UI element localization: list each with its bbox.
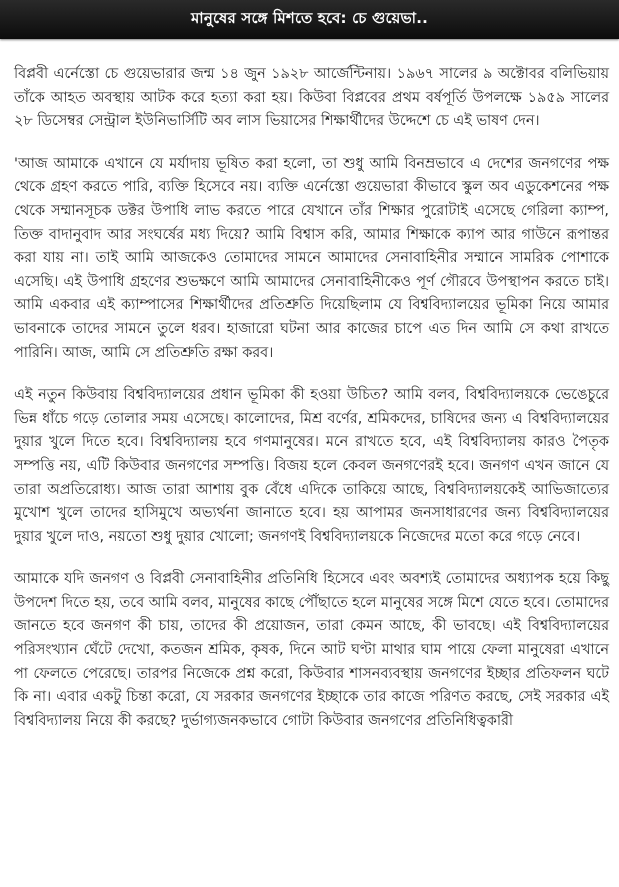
article-paragraph-intro: বিপ্লবী এর্নেস্তো চে গুয়েভারার জন্ম ১৪ জুন ১৯২৮ আর্জেন্টিনায়। ১৯৬৭ সালের ৯ অক্টোবর বলিভিয়ায় তাঁকে আহত অবস্থায় আটক করে হত্যা করা হয়। কিউবা বিপ্লবের প্রথম বর্ষপূর্তি উপলক্ষে ১৯৫৯ সালের ২৮ ডিসেম্বর সেন্ট্রাল ইউনিভার্সিটি অব লাস ভিয়াসের শিক্ষার্থীদের উদ্দেশে চে এই ভাষণ দেন। — [14, 66, 609, 130]
article-paragraph-advice: আমাকে যদি জনগণ ও বিপ্লবী সেনাবাহিনীর প্রতিনিধি হিসেবে এবং অবশ্যই তোমাদের অধ্যাপক হয়ে কিছু উপদেশ দিতে হয়, তবে আমি বলব, মানুষের কাছে পৌঁছাতে হলে মানুষের সঙ্গে মিশে যেতে হবে। তোমাদের জানতে হবে জনগণ কী চায়, তাদের কী প্রয়োজন, তারা কেমন আছে, কী ভাবছে। এই বিশ্ববিদ্যালয়ের পরিসংখ্যান ঘেঁটে দেখো, কতজন শ্রমিক, কৃষক, দিনে আট ঘণ্টা মাথার ঘাম পায়ে ফেলা মানুষেরা এখানে পা ফেলতে পেরেছে। তারপর নিজেকে প্রশ্ন করো, কিউবার শাসনব্যবস্থায় জনগণের ইচ্ছার প্রতিফলন ঘটে কি না। এবার একটু চিন্তা করো, যে সরকার জনগণের ইচ্ছাকে তার কাজে পরিণত করছে, সেই সরকার এই বিশ্ববিদ্যালয় নিয়ে কী করছে? দুর্ভাগ্যজনকভাবে গোটা কিউবার জনগণের প্রতিনিধিত্বকারী — [14, 571, 609, 729]
article-paragraph-honor: 'আজ আমাকে এখানে যে মর্যাদায় ভূষিত করা হলো, তা শুধু আমি বিনম্রভাবে এ দেশের জনগণের পক্ষ থেকে গ্রহণ করতে পারি, ব্যক্তি হিসেবে নয়। ব্যক্তি এর্নেস্তো গুয়েভারা কীভাবে স্কুল অব এডুকেশনের পক্ষ থেকে সম্মানসূচক ডক্টর উপাধি লাভ করতে পারে যেখানে তাঁর শিক্ষার পুরোটাই এসেছে গেরিলা ক্যাম্প, তিক্ত বাদানুবাদ আর সংঘর্ষের মধ্য দিয়ে? আমি বিশ্বাস করি, আমার শিক্ষাকে ক্যাপ আর গাউনে রূপান্তর করা যায় না। তাই আমি আজকেও তোমাদের সামনে আমাদের সেনাবাহিনীর সম্মানে সামরিক পোশাকে এসেছি। এই উপাধি গ্রহণের শুভক্ষণে আমি আমাদের সেনাবাহিনীকেও পূর্ণ গৌরবে উপস্থাপন করতে চাই। আমি একবার এই ক্যাম্পাসের শিক্ষার্থীদের প্রতিশ্রুতি দিয়েছিলাম যে বিশ্ববিদ্যালয়ের ভূমিকা নিয়ে আমার ভাবনাকে তাদের সামনে তুলে ধরব। হাজারো ঘটনা আর কাজের চাপে এত দিন আমি সে কথা রাখতে পারিনি। আজ, আমি সে প্রতিশ্রুতি রক্ষা করব। — [14, 155, 609, 361]
page-title: মানুষের সঙ্গে মিশতে হবে: চে গুয়েভা.. — [190, 9, 429, 27]
article-body — [0, 39, 619, 733]
article-paragraph-university-role: এই নতুন কিউবায় বিশ্ববিদ্যালয়ের প্রধান ভূমিকা কী হওয়া উচিত? আমি বলব, বিশ্ববিদ্যালয়কে ভেঙেচুরে ভিন্ন ধাঁচে গড়ে তোলার সময় এসেছে। কালোদের, মিশ্র বর্ণের, শ্রমিকদের, চাষিদের জন্য এ বিশ্ববিদ্যালয়ের দুয়ার খুলে দিতে হবে। বিশ্ববিদ্যালয় হবে গণমানুষের। মনে রাখতে হবে, এই বিশ্ববিদ্যালয় কারও পৈতৃক সম্পত্তি নয়, এটি কিউবার জনগণের সম্পত্তি। বিজয় হলে কেবল জনগণেরই হবে। জনগণ এখন জানে যে তারা অপ্রতিরোধ্য। আজ তারা আশায় বুক বেঁধে এদিকে তাকিয়ে আছে, বিশ্ববিদ্যালয়কেই আভিজাত্যের মুখোশ খুলে তাদের হাসিমুখে অভ্যর্থনা জানাতে হবে। হয় আপামর জনসাধারণের জন্য বিশ্ববিদ্যালয়ের দুয়ার খুলে দাও, নয়তো শুধু দুয়ার খোলো; জনগণই বিশ্ববিদ্যালয়কে নিজেদের মতো করে গড়ে নেবে। — [14, 387, 609, 545]
title-bar — [0, 0, 619, 39]
